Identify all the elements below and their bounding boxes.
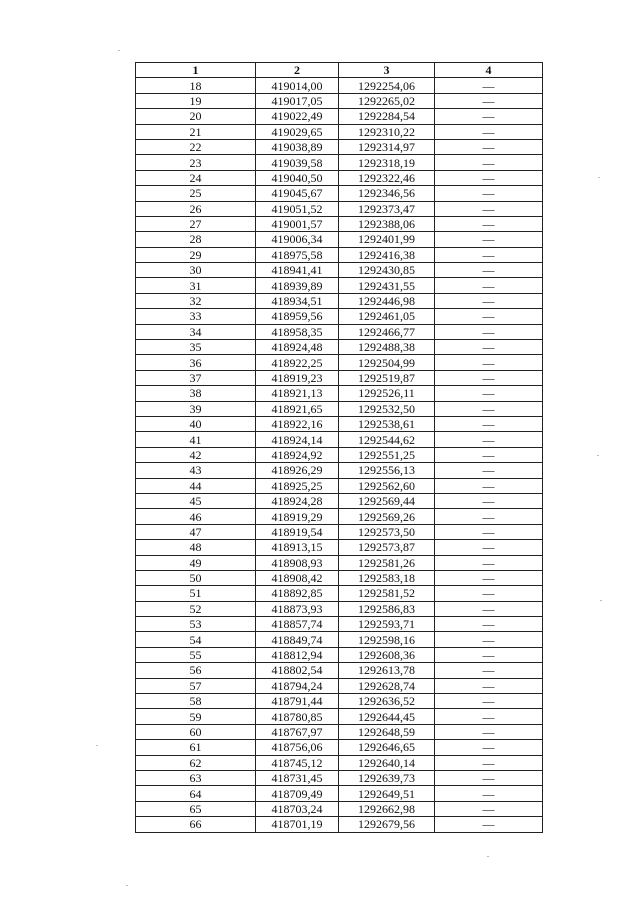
column-4-cell: — [435,416,543,431]
x-coordinate-cell: 418701,19 [256,817,339,832]
table-row [136,263,543,278]
table-row [136,416,543,431]
table-row [136,601,543,616]
x-coordinate-cell: 418794,24 [256,678,339,693]
table-header [136,63,543,78]
x-coordinate-cell: 418780,85 [256,709,339,724]
point-number-cell: 66 [136,817,256,832]
point-number-cell: 19 [136,93,256,108]
column-4-cell: — [435,324,543,339]
x-coordinate-cell: 418802,54 [256,663,339,678]
column-4-cell: — [435,370,543,385]
column-4-cell: — [435,263,543,278]
column-4-cell: — [435,340,543,355]
column-4-cell: — [435,493,543,508]
point-number-cell: 62 [136,755,256,770]
y-coordinate-cell: 1292254,06 [339,78,435,93]
column-4-cell: — [435,386,543,401]
scan-speck [600,600,602,601]
table-row [136,124,543,139]
table-row [136,386,543,401]
x-coordinate-cell: 418924,28 [256,493,339,508]
scan-speck [118,50,120,51]
table-row [136,493,543,508]
point-number-cell: 44 [136,478,256,493]
x-coordinate-cell: 418849,74 [256,632,339,647]
scan-speck [126,885,128,886]
table-row [136,478,543,493]
column-4-cell: — [435,309,543,324]
table-row [136,401,543,416]
y-coordinate-cell: 1292593,71 [339,617,435,632]
point-number-cell: 40 [136,416,256,431]
point-number-cell: 46 [136,509,256,524]
column-4-cell: — [435,632,543,647]
point-number-cell: 36 [136,355,256,370]
x-coordinate-cell: 418703,24 [256,801,339,816]
y-coordinate-cell: 1292466,77 [339,324,435,339]
x-coordinate-cell: 418958,35 [256,324,339,339]
table-row [136,540,543,555]
point-number-cell: 64 [136,786,256,801]
point-number-cell: 60 [136,724,256,739]
table-row [136,447,543,462]
column-4-cell: — [435,770,543,785]
x-coordinate-cell: 418934,51 [256,293,339,308]
point-number-cell: 63 [136,770,256,785]
x-coordinate-cell: 418922,25 [256,355,339,370]
y-coordinate-cell: 1292461,05 [339,309,435,324]
header-row [136,63,543,78]
point-number-cell: 35 [136,340,256,355]
y-coordinate-cell: 1292346,56 [339,186,435,201]
column-4-cell: — [435,540,543,555]
table-row [136,340,543,355]
column-4-cell: — [435,232,543,247]
point-number-cell: 53 [136,617,256,632]
y-coordinate-cell: 1292649,51 [339,786,435,801]
y-coordinate-cell: 1292608,36 [339,647,435,662]
x-coordinate-cell: 419051,52 [256,201,339,216]
point-number-cell: 41 [136,432,256,447]
point-number-cell: 43 [136,463,256,478]
point-number-cell: 59 [136,709,256,724]
point-number-cell: 42 [136,447,256,462]
x-coordinate-cell: 419022,49 [256,109,339,124]
table-row [136,93,543,108]
y-coordinate-cell: 1292318,19 [339,155,435,170]
x-coordinate-cell: 418812,94 [256,647,339,662]
column-4-cell: — [435,786,543,801]
column-4-cell: — [435,124,543,139]
x-coordinate-cell: 418926,29 [256,463,339,478]
y-coordinate-cell: 1292613,78 [339,663,435,678]
column-4-cell: — [435,617,543,632]
x-coordinate-cell: 418731,45 [256,770,339,785]
point-number-cell: 28 [136,232,256,247]
y-coordinate-cell: 1292322,46 [339,170,435,185]
x-coordinate-cell: 419001,57 [256,216,339,231]
x-coordinate-cell: 418919,23 [256,370,339,385]
point-number-cell: 48 [136,540,256,555]
point-number-cell: 38 [136,386,256,401]
scan-speck [598,177,600,178]
x-coordinate-cell: 418925,25 [256,478,339,493]
x-coordinate-cell: 419045,67 [256,186,339,201]
point-number-cell: 45 [136,493,256,508]
table-row [136,632,543,647]
y-coordinate-cell: 1292519,87 [339,370,435,385]
header-y-coordinate: 3 [339,63,435,78]
column-4-cell: — [435,109,543,124]
x-coordinate-cell: 418908,93 [256,555,339,570]
y-coordinate-cell: 1292581,52 [339,586,435,601]
table-row [136,232,543,247]
table-row [136,509,543,524]
y-coordinate-cell: 1292416,38 [339,247,435,262]
y-coordinate-cell: 1292640,14 [339,755,435,770]
point-number-cell: 32 [136,293,256,308]
table-row [136,201,543,216]
scan-speck [597,455,599,456]
point-number-cell: 30 [136,263,256,278]
column-4-cell: — [435,678,543,693]
column-4-cell: — [435,724,543,739]
y-coordinate-cell: 1292639,73 [339,770,435,785]
table-row [136,170,543,185]
table-row [136,617,543,632]
x-coordinate-cell: 418892,85 [256,586,339,601]
coordinates-table [135,62,543,833]
table-row [136,755,543,770]
table-row [136,647,543,662]
point-number-cell: 50 [136,570,256,585]
scan-speck [96,745,98,746]
y-coordinate-cell: 1292556,13 [339,463,435,478]
header-x-coordinate: 2 [256,63,339,78]
point-number-cell: 31 [136,278,256,293]
y-coordinate-cell: 1292538,61 [339,416,435,431]
table-row [136,155,543,170]
y-coordinate-cell: 1292314,97 [339,139,435,154]
column-4-cell: — [435,155,543,170]
x-coordinate-cell: 418924,48 [256,340,339,355]
column-4-cell: — [435,401,543,416]
table-row [136,139,543,154]
y-coordinate-cell: 1292598,16 [339,632,435,647]
table-row [136,801,543,816]
column-4-cell: — [435,201,543,216]
point-number-cell: 47 [136,524,256,539]
table-row [136,555,543,570]
y-coordinate-cell: 1292573,87 [339,540,435,555]
y-coordinate-cell: 1292679,56 [339,817,435,832]
point-number-cell: 57 [136,678,256,693]
y-coordinate-cell: 1292488,38 [339,340,435,355]
y-coordinate-cell: 1292430,85 [339,263,435,278]
table-row [136,78,543,93]
x-coordinate-cell: 419029,65 [256,124,339,139]
x-coordinate-cell: 418745,12 [256,755,339,770]
column-4-cell: — [435,216,543,231]
point-number-cell: 55 [136,647,256,662]
column-4-cell: — [435,355,543,370]
x-coordinate-cell: 418767,97 [256,724,339,739]
column-4-cell: — [435,509,543,524]
y-coordinate-cell: 1292583,18 [339,570,435,585]
column-4-cell: — [435,463,543,478]
x-coordinate-cell: 418921,65 [256,401,339,416]
x-coordinate-cell: 419006,34 [256,232,339,247]
table-row [136,247,543,262]
x-coordinate-cell: 418924,92 [256,447,339,462]
column-4-cell: — [435,663,543,678]
column-4-cell: — [435,293,543,308]
x-coordinate-cell: 419039,58 [256,155,339,170]
column-4-cell: — [435,186,543,201]
y-coordinate-cell: 1292265,02 [339,93,435,108]
table-row [136,293,543,308]
table-row [136,817,543,832]
y-coordinate-cell: 1292662,98 [339,801,435,816]
y-coordinate-cell: 1292586,83 [339,601,435,616]
point-number-cell: 23 [136,155,256,170]
point-number-cell: 29 [136,247,256,262]
x-coordinate-cell: 418791,44 [256,694,339,709]
table-row [136,709,543,724]
x-coordinate-cell: 418756,06 [256,740,339,755]
point-number-cell: 56 [136,663,256,678]
point-number-cell: 52 [136,601,256,616]
point-number-cell: 65 [136,801,256,816]
y-coordinate-cell: 1292551,25 [339,447,435,462]
point-number-cell: 37 [136,370,256,385]
table-row [136,309,543,324]
table-row [136,109,543,124]
x-coordinate-cell: 418924,14 [256,432,339,447]
column-4-cell: — [435,709,543,724]
table-row [136,524,543,539]
y-coordinate-cell: 1292562,60 [339,478,435,493]
x-coordinate-cell: 418941,41 [256,263,339,278]
x-coordinate-cell: 419017,05 [256,93,339,108]
header-point-number: 1 [136,63,256,78]
table-row [136,770,543,785]
table-row [136,324,543,339]
y-coordinate-cell: 1292569,44 [339,493,435,508]
table-row [136,463,543,478]
table-row [136,678,543,693]
y-coordinate-cell: 1292388,06 [339,216,435,231]
point-number-cell: 18 [136,78,256,93]
column-4-cell: — [435,247,543,262]
point-number-cell: 54 [136,632,256,647]
column-4-cell: — [435,447,543,462]
column-4-cell: — [435,817,543,832]
y-coordinate-cell: 1292401,99 [339,232,435,247]
y-coordinate-cell: 1292504,99 [339,355,435,370]
column-4-cell: — [435,170,543,185]
point-number-cell: 24 [136,170,256,185]
x-coordinate-cell: 418873,93 [256,601,339,616]
y-coordinate-cell: 1292532,50 [339,401,435,416]
column-4-cell: — [435,570,543,585]
table-row [136,570,543,585]
x-coordinate-cell: 418913,15 [256,540,339,555]
y-coordinate-cell: 1292646,65 [339,740,435,755]
column-4-cell: — [435,647,543,662]
y-coordinate-cell: 1292373,47 [339,201,435,216]
x-coordinate-cell: 418919,29 [256,509,339,524]
x-coordinate-cell: 418919,54 [256,524,339,539]
table-row [136,216,543,231]
x-coordinate-cell: 418921,13 [256,386,339,401]
y-coordinate-cell: 1292310,22 [339,124,435,139]
column-4-cell: — [435,601,543,616]
table-row [136,586,543,601]
column-4-cell: — [435,755,543,770]
point-number-cell: 61 [136,740,256,755]
y-coordinate-cell: 1292446,98 [339,293,435,308]
column-4-cell: — [435,586,543,601]
column-4-cell: — [435,78,543,93]
x-coordinate-cell: 419038,89 [256,139,339,154]
point-number-cell: 39 [136,401,256,416]
point-number-cell: 51 [136,586,256,601]
table-row [136,740,543,755]
point-number-cell: 20 [136,109,256,124]
column-4-cell: — [435,555,543,570]
column-4-cell: — [435,740,543,755]
column-4-cell: — [435,139,543,154]
point-number-cell: 21 [136,124,256,139]
table-row [136,355,543,370]
x-coordinate-cell: 418709,49 [256,786,339,801]
x-coordinate-cell: 418975,58 [256,247,339,262]
column-4-cell: — [435,478,543,493]
y-coordinate-cell: 1292644,45 [339,709,435,724]
table-row [136,432,543,447]
x-coordinate-cell: 419040,50 [256,170,339,185]
y-coordinate-cell: 1292581,26 [339,555,435,570]
table-row [136,186,543,201]
y-coordinate-cell: 1292628,74 [339,678,435,693]
point-number-cell: 49 [136,555,256,570]
x-coordinate-cell: 418908,42 [256,570,339,585]
point-number-cell: 33 [136,309,256,324]
y-coordinate-cell: 1292284,54 [339,109,435,124]
table-body [136,78,543,832]
x-coordinate-cell: 418857,74 [256,617,339,632]
table-row [136,370,543,385]
x-coordinate-cell: 419014,00 [256,78,339,93]
table-row [136,278,543,293]
y-coordinate-cell: 1292526,11 [339,386,435,401]
point-number-cell: 27 [136,216,256,231]
table-row [136,786,543,801]
scan-speck [487,856,489,857]
point-number-cell: 22 [136,139,256,154]
y-coordinate-cell: 1292648,59 [339,724,435,739]
column-4-cell: — [435,93,543,108]
point-number-cell: 34 [136,324,256,339]
table-row [136,724,543,739]
point-number-cell: 58 [136,694,256,709]
table-row [136,694,543,709]
y-coordinate-cell: 1292573,50 [339,524,435,539]
column-4-cell: — [435,432,543,447]
header-column-4: 4 [435,63,543,78]
point-number-cell: 26 [136,201,256,216]
table-row [136,663,543,678]
column-4-cell: — [435,694,543,709]
y-coordinate-cell: 1292569,26 [339,509,435,524]
x-coordinate-cell: 418922,16 [256,416,339,431]
y-coordinate-cell: 1292544,62 [339,432,435,447]
column-4-cell: — [435,801,543,816]
y-coordinate-cell: 1292431,55 [339,278,435,293]
point-number-cell: 25 [136,186,256,201]
y-coordinate-cell: 1292636,52 [339,694,435,709]
x-coordinate-cell: 418959,56 [256,309,339,324]
column-4-cell: — [435,278,543,293]
x-coordinate-cell: 418939,89 [256,278,339,293]
column-4-cell: — [435,524,543,539]
